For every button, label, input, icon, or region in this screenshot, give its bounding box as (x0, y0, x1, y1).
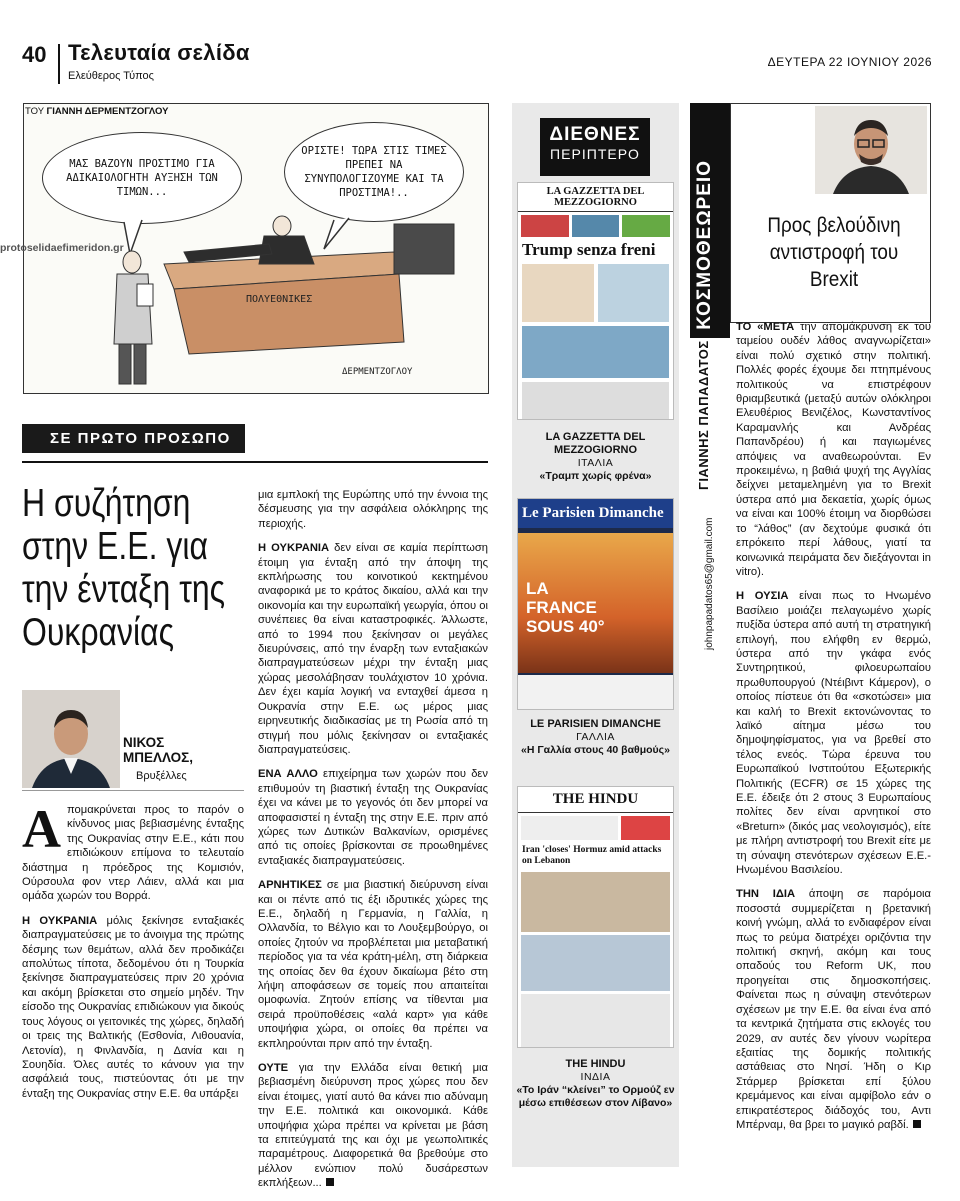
article-paragraph: Η ΟΥΚΡΑΝΙΑ μόλις ξεκίνησε ενταξιακές διαπραγματεύσεις με το άνοιγμα της πρώτης δέσμης των θεμάτων, αλλά δεν προδικάζει απολύτως τίποτα, δεδομένου ότι η Τουρκία ξεκίνησε διαπραγματεύσεις πριν 20 χρόνια και ακόμη βρίσκεται στο σημείο μηδέν. Την είσοδο της Ουκρανίας επιδιώκουν για δικούς τους λόγους οι γειτονικές της χώρες, δηλαδή οι τρεις της Βαλτικής (Εσθονία, Λιθουανία, Λετονία), η Φινλανδία, η Δανία και η Σουηδία. Όλες αυτές το κάνουν για την ασφάλειά τους, πιστεύοντας ότι με την ένταξη της Ουκρανίας στην Ε.Ε. θα υπάρξει (22, 914, 244, 1100)
article-column-2 (258, 488, 488, 1201)
publication-name: Ελεύθερος Τύπος (68, 70, 154, 82)
author-portrait-icon (22, 690, 120, 788)
desk (164, 252, 404, 354)
column-paragraph: ΤΗΝ ΙΔΙΑ άποψη σε παρόμοια ποσοστά συμμερίζεται η βρετανική κοινή γνώμη, αλλά το ενδιαφέρον είναι πως το ρεύμα διατρέχει οριζόντια την πολιτική σκηνή, ακόμη και τους οπαδούς του Reform UK, που προηγείται στις δημοσκοπήσεις. Φαίνεται πως η σύναψη στενότερων σχέσεων με την Ε.Ε. θα είναι ένα από τα κεντρικά ζητήματα στις εκλογές του 2029, αν αυτές δεν γίνουν νωρίτερα εξαιτίας της δομικής πολιτικής αστάθειας στο Νησί. Ήδη ο Κιρ Στάρμερ βρίσκεται επί ξύλου κρεμάμενος και είναι αμφίβολο εάν ο επικρατέστερος διάδοχός του, Αντι Μπέρναμ, θα βρει το μαγικό ραβδί. (736, 888, 932, 1131)
speech-bubble-left: ΜΑΣ ΒΑΖΟΥΝ ΠΡΟΣΤΙΜΟ ΓΙΑ ΑΔΙΚΑΙΟΛΟΓΗΤΗ ΑΥΞΗΣΗ ΤΩΝ ΤΙΜΩΝ... (42, 132, 242, 224)
caption-parisien: LE PARISIEN DIMANCHE ΓΑΛΛΙΑ «Η Γαλλία στους 40 βαθμούς» (521, 718, 670, 756)
page-number: 40 (22, 42, 47, 67)
watermark: protoselidaefimeridon.gr (0, 242, 124, 254)
article-headline: Η συζήτηση στην Ε.Ε. για την ένταξη της Ουκρανίας (22, 482, 226, 654)
column-title: Προς βελούδινη αντιστροφή του Brexit (767, 214, 901, 291)
column-body (736, 320, 931, 1142)
caption-gazzetta: LA GAZZETTA DEL MEZZOGIORNO ΙΤΑΛΙΑ «Τραμπ χωρίς φρένα» (539, 431, 652, 482)
columnist-name: ΓΙΑΝΝΗΣ ΠΑΠΑΔΑΤΟΣ (696, 340, 711, 490)
section-rule (22, 461, 488, 463)
article-paragraph: Απομακρύνεται προς το παρόν ο κίνδυνος μιας βεβιασμένης ένταξης της Ουκρανίας στην Ε.Ε., κάτι που επιδιώκουν επίμονα το τελευταίο διάστημα η πρόεδρος της Κομισιόν, Ούρσουλα φον ντερ Λάιεν, αλλά και μια ομάδα χωρών του Βορρά. (22, 799, 244, 903)
cartoonist-signature: ΔΕΡΜΕΝΤΖΟΓΛΟΥ (342, 367, 413, 377)
article-paragraph: ΟΥΤΕ για την Ελλάδα είναι θετική μια βεβιασμένη διεύρυνση προς χώρες που δεν είναι έτοιμες, γιατί αυτό θα κάνει πιο αδύναμη την Ε.Ε. πολιτικά και οικονομικά. Κάθε υποψήφια χώρα πρέπει να κρίνεται με βάση τα επιτεύγματά της και όχι με γεωπολιτικές παραμέτρους. Διαφορετικά θα βρεθούμε στο μέλλον ενώπιον πολύ δυσάρεστων εκπλήξεων... (258, 1062, 488, 1190)
column-paragraph: Η ΟΥΣΙΑ είναι πως το Ηνωμένο Βασίλειο μοιάζει πελαγωμένο χωρίς πυξίδα ύστερα από αυτή τη στρατηγική επιλογή, που ελήφθη εν θερμώ, ύστερα από την γκάφα ενός Συντηρητικού, φιλοευρωπαίου πρωθυπουργού (Ντέιβιντ Κάμερον), ο οποίος πίστευε ότι θα «σκοτώσει» μια και καλή το Brexit εκτονώνοντας το λαϊκό αίτημα μέσω του δημοψηφίσματος, για να βρεθεί στο τέλος ενεός. Τώρα έρευνα του Ευρωπαϊκού Ινστιτούτου Εξωτερικής Πολιτικής (ECFR) σε 15 χώρες της Ε.Ε. έδειξε ότι 2 στους 3 Ευρωπαίους πολίτες δεν είναι αρνητικοί στο «Breturn» (δικός μας νεολογισμός), είτε με πλήρη αντιστροφή του Brexit είτε με τη σύναψη στενότερων σχέσεων Ε.Ε.-Ηνωμένου Βασιλείου. (736, 590, 931, 877)
column-label: ΚΟΣΜΟΘΕΩΡΕΙΟ (694, 160, 715, 330)
end-mark (326, 1178, 334, 1186)
caption-hindu: THE HINDU ΙΝΔΙΑ «Το Ιράν “κλείνει” το Ορμούζ εν μέσω επιθέσεων στον Λίβανο» (516, 1058, 675, 1109)
section-tag: ΣΕ ΠΡΩΤΟ ΠΡΟΣΩΠΟ (22, 424, 245, 453)
article-paragraph: μια εμπλοκή της Ευρώπης υπό την έννοια της δέσμευσης για την ασφάλεια ολόκληρης της περιοχής. (258, 489, 488, 530)
column-label-band (690, 103, 730, 338)
end-mark (913, 1120, 921, 1128)
desk-label: ΠΟΛΥΕΘΝΙΚΕΣ (246, 294, 313, 305)
author-name: ΝΙΚΟΣ ΜΠΕΛΛΟΣ, (123, 735, 193, 765)
section-title: Τελευταία σελίδα (68, 40, 250, 65)
cartoon-byline: ΤΟΥ ΓΙΑΝΝΗ ΔΕΡΜΕΝΤΖΟΓΛΟΥ (25, 106, 169, 117)
author-rule (22, 790, 244, 791)
drop-cap: Α (22, 799, 61, 859)
author-location: Βρυξέλλες (136, 770, 187, 782)
front-page-hindu: THE HINDU Iran 'closes' Hormuz amid attacks on Lebanon (517, 786, 674, 1048)
header-divider (58, 44, 60, 84)
columnist-portrait-icon (815, 106, 927, 194)
columnist-email: johnpapadatos65@gmail.com (704, 517, 715, 650)
article-paragraph: ΑΡΝΗΤΙΚΕΣ σε μια βιαστική διεύρυνση είναι και οι πέντε από τις έξι ιδρυτικές χώρες της Ε.Ε., δηλαδή η Γερμανία, η Γαλλία, η Ολλανδία, το Βέλγιο και το Λουξεμβούργο, οι οποίες ζητούν να προβλέπεται μια μεταβατική περίοδος για τα νέα κράτη-μέλη, στη διάρκεια της οποίας δεν θα έχουν δικαίωμα βέτο στη λήψη αποφάσεων σε τομείς που απαιτείται ομοφωνία. Ζητούν επίσης να τίθενται μια σειρά προϋποθέσεις «αλά καρτ» για κάθε υποψήφια χώρα, οι οποίες θα πρέπει να εκπληρούνται πριν από την ένταξη. (258, 879, 488, 1050)
speech-bubble-right: ΟΡΙΣΤΕ! ΤΩΡΑ ΣΤΙΣ ΤΙΜΕΣ ΠΡΕΠΕΙ ΝΑ ΣΥΝΥΠΟΛΟΓΙΖΟΥΜΕ ΚΑΙ ΤΑ ΠΡΟΣΤΙΜΑ!.. (284, 122, 464, 222)
front-page-gazzetta: LA GAZZETTA DEL MEZZOGIORNO Trump senza freni (517, 182, 674, 420)
article-paragraph: ΕΝΑ ΑΛΛΟ επιχείρημα των χωρών που δεν επιθυμούν τη βιαστική ένταξη της Ουκρανίας έχει να κάνει με το γεγονός ότι δεν μπορεί να αποφασιστεί η ένταξη της στην Ε.Ε. πριν από χώρες των Δυτικών Βαλκανίων, ορισμένες από τις οποίες βρίσκονται σε προωθημένες ενταξιακές διαπραγματεύσεις. (258, 768, 489, 867)
issue-date: ΔΕΥΤΕΡΑ 22 ΙΟΥΝΙΟΥ 2026 (767, 55, 932, 69)
front-page-parisien: Le Parisien Dimanche LA FRANCE SOUS 40° (517, 498, 674, 710)
column-paragraph: ΤΟ «ΜΕΤΑ την απομάκρυνση εκ του ταμείου ουδέν λάθος αναγνωρίζεται» είναι πολύ σχετικό στην πολιτική. Πολλές φορές έχουμε δει πτηπμένους πολιτικούς να επιστρέφουν θριαμβευτικά (μεταξύ αυτών ολόκληροι Ελευθέριος Βενιζέλος, Κωνσταντίνος Καραμανλής και Ανδρέας Παπανδρέου) ή και παγιωμένες απόψεις να αναθεωρούνται. Εν προκειμένω, η βαθιά ψυχή της Αγγλίας δείχνει μεταμελημένη για το Brexit ύστερα από μια δεκαετία, χωρίς όμως να είναι και 100% έτοιμη να διορθώσει το “λάθος” (αν δεχτούμε φυσικά ότι επρόκειτο περί λάθους, γιατί τα κοινωνικά πειράματα δεν διεξάγονται in vitro). (736, 321, 932, 578)
article-column-1 (22, 799, 244, 1111)
standing-man-figure (114, 251, 153, 384)
article-paragraph: Η ΟΥΚΡΑΝΙΑ δεν είναι σε καμία περίπτωση έτοιμη για ένταξη από την άποψη της εκπλήρωσης του κοινοτικού κεκτημένου αναφορικά με το κράτος δικαίου, αλλά και την οικονομία και την ευρωπαϊκή γεωργία, όπου οι συνέπειες θα είναι καταστροφικές. Άλλωστε, από το 1994 που ξεκίνησαν οι μεγάλες διευρύνσεις, από την έναρξη των ενταξιακών διαπραγματεύσεων μέχρι την ένταξη μιας χώρας μεσολάβησαν τουλάχιστον 10 χρόνια. Δεν έχει καμία λογική να ενταχθεί άμεσα η Ουκρανία στην Ε.Ε. ως μέρος μιας ειρηνευτικής διαδικασίας με τη Ρωσία από τη στιγμή που μόλις ξεκίνησαν οι ενταξιακές διαπραγματεύσεις. (258, 542, 488, 756)
author-photo (22, 690, 120, 788)
newsstand-title: ΔΙΕΘΝΕΣ ΠΕΡΙΠΤΕΡΟ (540, 118, 650, 176)
columnist-photo (815, 106, 927, 194)
